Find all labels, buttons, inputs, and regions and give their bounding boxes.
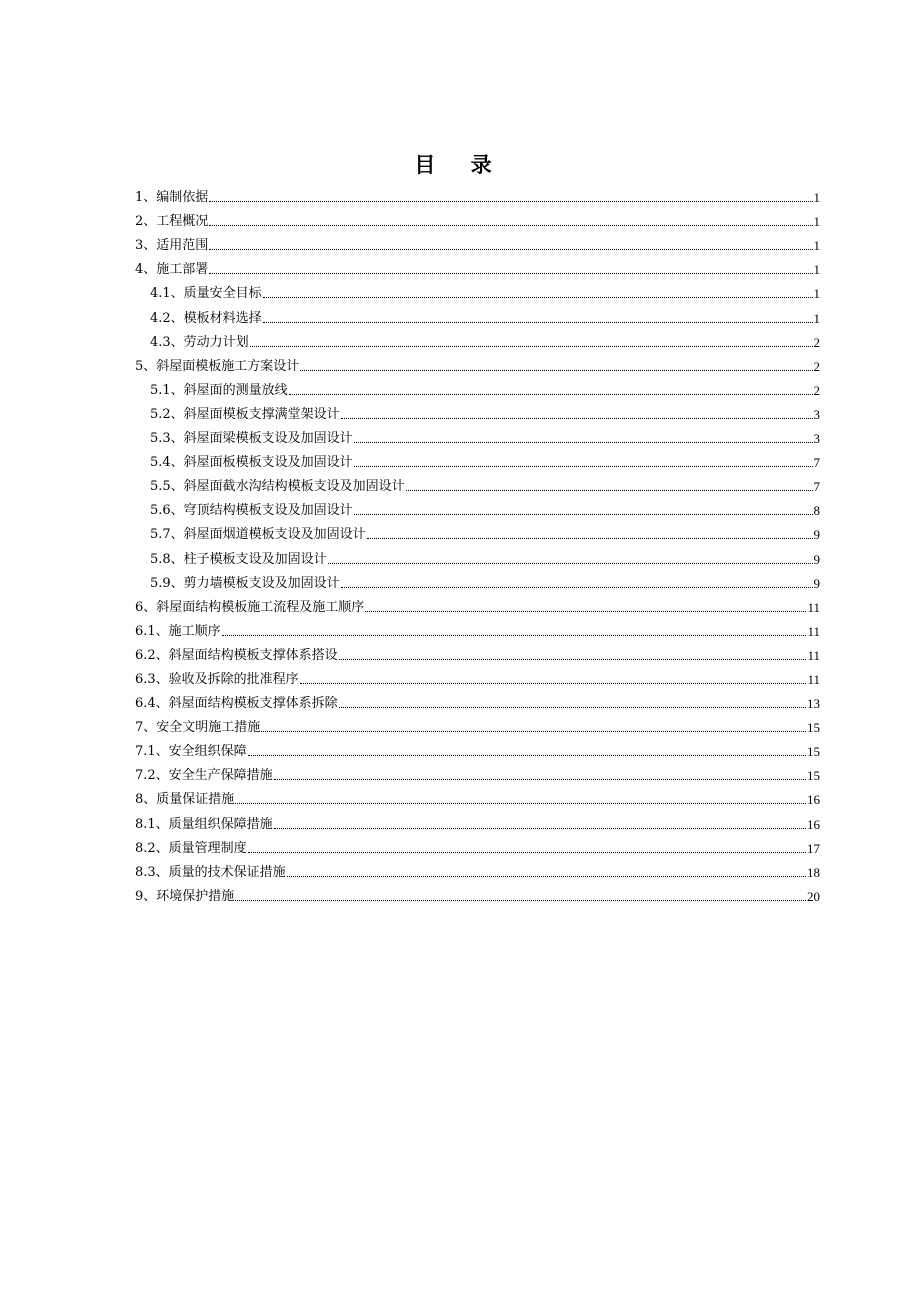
toc-entry[interactable] [135,664,820,688]
toc-entry[interactable] [135,351,820,375]
toc-dot-leader [341,418,813,419]
toc-entry-page-number: 9 [813,551,820,567]
toc-entry[interactable] [135,399,820,423]
toc-entry[interactable] [135,712,820,736]
toc-dot-leader [263,322,813,323]
toc-dot-leader [300,683,807,684]
toc-entry-page-number: 2 [813,382,820,398]
toc-entry-label: 7、安全文明施工措施 [135,720,261,736]
toc-entry-page-number: 2 [813,334,820,350]
toc-dot-leader [339,707,806,708]
toc-entry-page-number: 11 [807,647,820,663]
toc-entry[interactable] [135,375,820,399]
toc-entry[interactable] [135,495,820,519]
toc-entry-page-number: 1 [813,214,820,230]
toc-entry-label: 3、适用范围 [135,238,209,254]
toc-entry-label: 9、环境保护措施 [135,888,235,904]
toc-entry-page-number: 11 [807,599,820,615]
toc-entry[interactable] [135,182,820,206]
toc-entry-page-number: 3 [813,406,820,422]
toc-entry-label: 5.1、斜屋面的测量放线 [150,382,288,398]
page-title: 目 录 [414,152,506,177]
toc-entry-label: 5.3、斜屋面梁模板支设及加固设计 [150,431,353,447]
toc-entry-label: 5、斜屋面模板施工方案设计 [135,358,300,374]
toc-dot-leader [274,779,806,780]
toc-dot-leader [261,731,806,732]
toc-dot-leader [289,394,813,395]
toc-entry-label: 4.3、劳动力计划 [150,334,249,350]
toc-dot-leader [248,852,806,853]
toc-dot-leader [287,876,806,877]
toc-dot-leader [250,346,813,347]
toc-entry-page-number: 9 [813,527,820,543]
toc-entry[interactable] [135,833,820,857]
toc-entry[interactable] [135,808,820,832]
toc-entry[interactable] [135,881,820,905]
toc-entry-page-number: 1 [813,190,820,206]
toc-entry-page-number: 15 [807,720,820,736]
toc-dot-leader [354,442,813,443]
toc-entry-page-number: 3 [813,431,820,447]
toc-entry-page-number: 20 [807,888,820,904]
toc-entry-label: 4.2、模板材料选择 [150,310,262,326]
toc-dot-leader [209,249,812,250]
toc-dot-leader [222,635,807,636]
toc-entry-page-number: 9 [813,575,820,591]
toc-entry-label: 5.6、穹顶结构模板支设及加固设计 [150,503,353,519]
toc-entry-label: 8.1、质量组织保障措施 [135,816,273,832]
toc-entry-label: 5.7、斜屋面烟道模板支设及加固设计 [150,527,366,543]
toc-entry-label: 4、施工部署 [135,262,209,278]
toc-entry-label: 8.2、质量管理制度 [135,840,247,856]
toc-entry-label: 5.9、剪力墙模板支设及加固设计 [150,575,340,591]
toc-entry-page-number: 11 [807,623,820,639]
toc-entry-label: 6.1、施工顺序 [135,623,221,639]
toc-entry-label: 8.3、质量的技术保证措施 [135,864,286,880]
toc-entry[interactable] [135,302,820,326]
toc-entry-label: 6.3、验收及拆除的批准程序 [135,671,299,687]
toc-entry[interactable] [135,423,820,447]
toc-entry-page-number: 15 [807,768,820,784]
toc-entry-label: 8、质量保证措施 [135,792,235,808]
toc-entry[interactable] [135,519,820,543]
toc-dot-leader [354,466,813,467]
toc-entry-page-number: 17 [807,840,820,856]
toc-dot-leader [209,273,812,274]
toc-entry[interactable] [135,206,820,230]
toc-dot-leader [354,514,813,515]
toc-entry-label: 2、工程概况 [135,214,209,230]
toc-entry-page-number: 2 [813,358,820,374]
toc-entry-page-number: 11 [807,671,820,687]
toc-dot-leader [248,755,806,756]
toc-entry-label: 5.8、柱子模板支设及加固设计 [150,551,327,567]
toc-dot-leader [365,611,806,612]
toc-entry[interactable] [135,543,820,567]
toc-entry[interactable] [135,568,820,592]
toc-entry-page-number: 8 [813,503,820,519]
toc-entry[interactable] [135,784,820,808]
toc-entry[interactable] [135,616,820,640]
toc-entry-page-number: 13 [807,696,820,712]
toc-dot-leader [263,297,813,298]
toc-entry-page-number: 1 [813,238,820,254]
toc-dot-leader [209,201,812,202]
toc-entry-page-number: 1 [813,310,820,326]
toc-entry-page-number: 1 [813,262,820,278]
toc-entry-label: 6.4、斜屋面结构模板支撑体系拆除 [135,696,338,712]
toc-entry-label: 6.2、斜屋面结构模板支撑体系搭设 [135,647,338,663]
toc-entry[interactable] [135,447,820,471]
toc-dot-leader [406,490,813,491]
toc-dot-leader [339,659,807,660]
toc-entry[interactable] [135,857,820,881]
toc-entry[interactable] [135,278,820,302]
toc-entry[interactable] [135,471,820,495]
toc-dot-leader [235,900,806,901]
toc-entry[interactable] [135,327,820,351]
toc-dot-leader [274,828,806,829]
toc-entry-page-number: 1 [813,286,820,302]
toc-entry-label: 5.2、斜屋面模板支撑满堂架设计 [150,406,340,422]
toc-entry[interactable] [135,254,820,278]
toc-entry-label: 7.2、安全生产保障措施 [135,768,273,784]
toc-dot-leader [367,538,813,539]
toc-dot-leader [328,563,813,564]
toc-entry-page-number: 7 [813,479,820,495]
toc-dot-leader [300,370,812,371]
toc-entry[interactable] [135,760,820,784]
toc-entry-label: 5.5、斜屋面截水沟结构模板支设及加固设计 [150,479,405,495]
toc-entry[interactable] [135,688,820,712]
toc-entry[interactable] [135,640,820,664]
toc-entry-page-number: 18 [807,864,820,880]
toc-entry-page-number: 16 [807,816,820,832]
toc-entry-label: 6、斜屋面结构模板施工流程及施工顺序 [135,599,365,615]
table-of-contents [135,182,820,905]
toc-entry[interactable] [135,592,820,616]
toc-dot-leader [341,587,813,588]
toc-entry[interactable] [135,230,820,254]
toc-entry-label: 7.1、安全组织保障 [135,744,247,760]
toc-dot-leader [209,225,812,226]
toc-entry[interactable] [135,736,820,760]
toc-entry-page-number: 15 [807,744,820,760]
toc-entry-label: 1、编制依据 [135,190,209,206]
toc-entry-page-number: 16 [807,792,820,808]
toc-entry-label: 5.4、斜屋面板模板支设及加固设计 [150,455,353,471]
toc-dot-leader [235,803,806,804]
toc-entry-page-number: 7 [813,455,820,471]
toc-entry-label: 4.1、质量安全目标 [150,286,262,302]
